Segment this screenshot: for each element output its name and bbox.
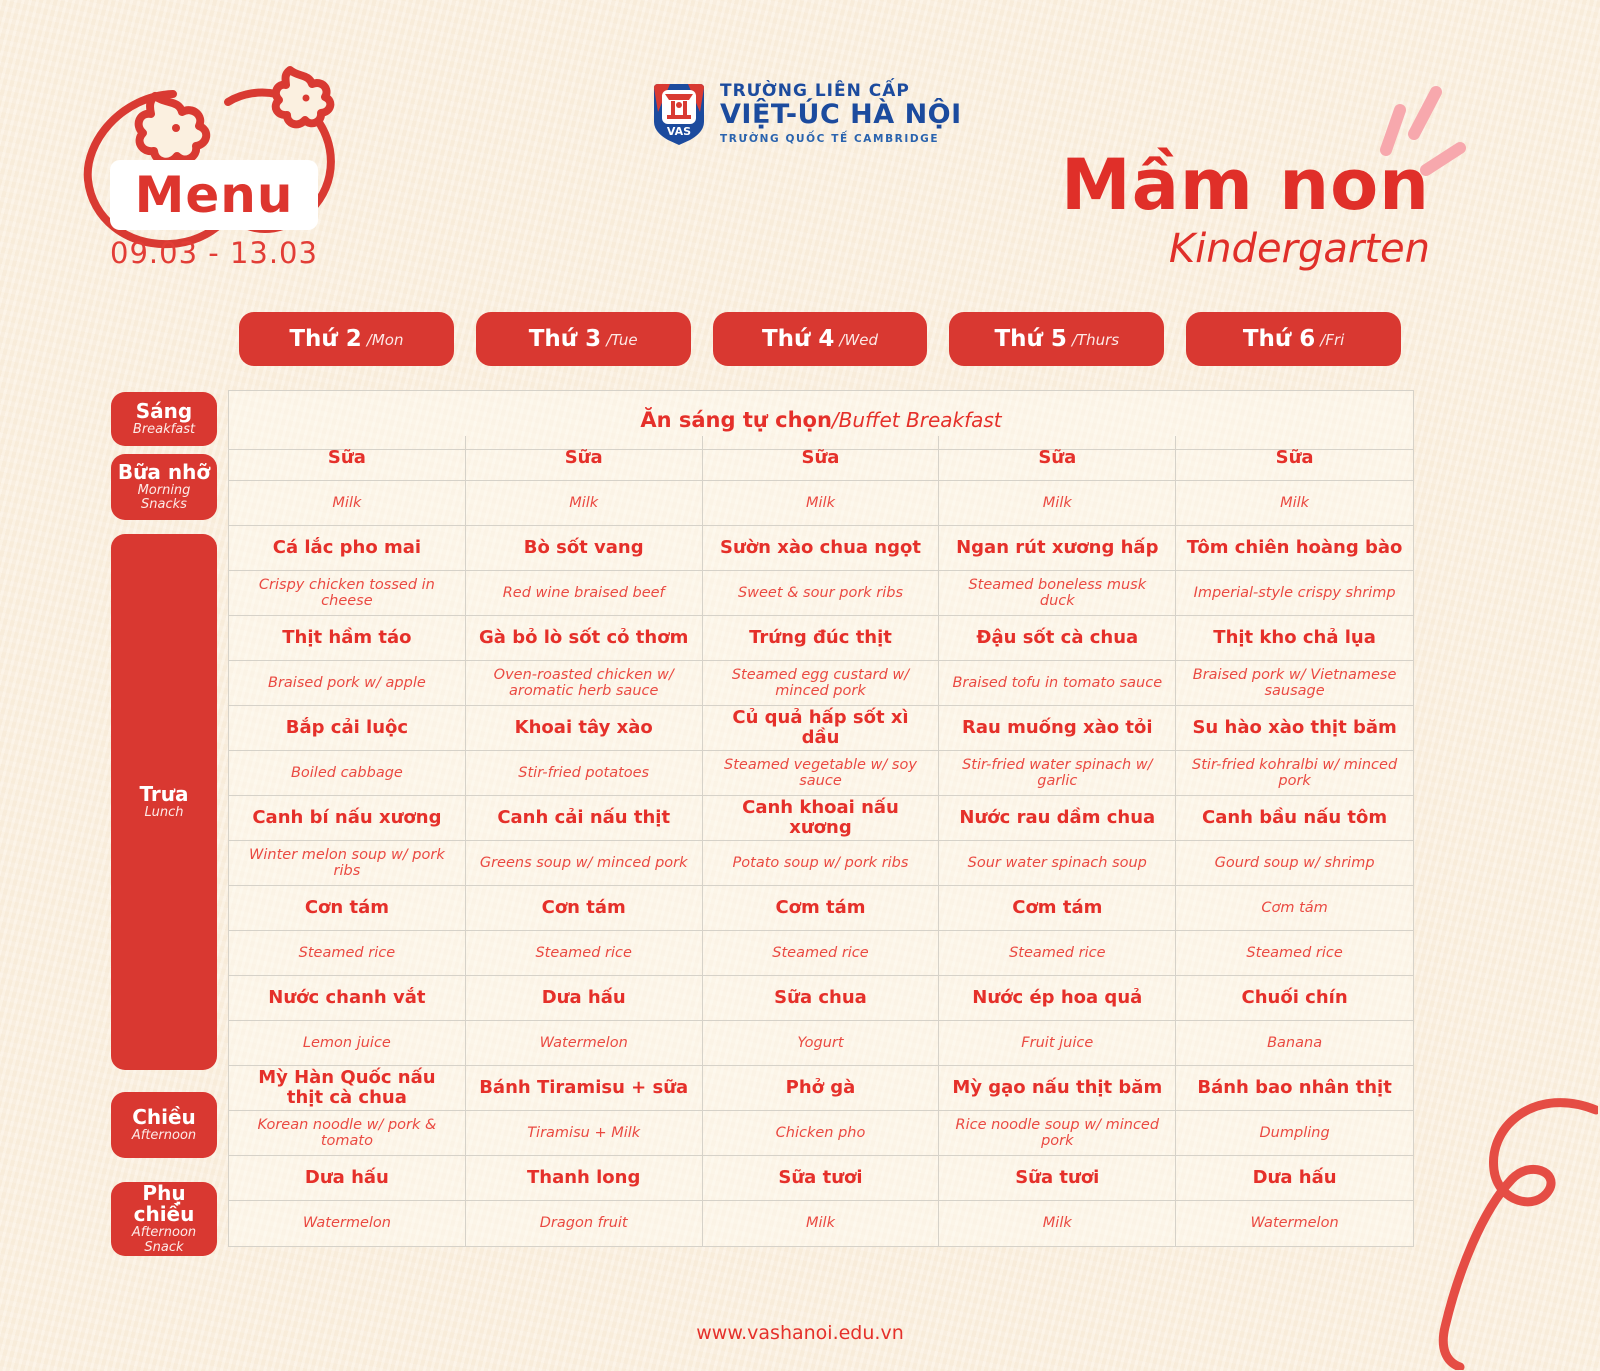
program-title-vn: Mầm non xyxy=(1061,144,1430,226)
menu-cell: Sữa xyxy=(1176,436,1413,481)
menu-cell: Tôm chiên hoàng bào xyxy=(1176,526,1413,571)
footer-url-link[interactable]: www.vashanoi.edu.vn xyxy=(696,1322,904,1344)
menu-cell: Nước ép hoa quả xyxy=(939,976,1176,1021)
menu-cell: Cơn tám xyxy=(466,886,703,931)
program-title-en: Kindergarten xyxy=(1168,226,1430,272)
menu-cell: Steamed egg custard w/ minced pork xyxy=(703,661,940,706)
menu-cell: Stir-fried water spinach w/ garlic xyxy=(939,751,1176,796)
menu-cell: Rice noodle soup w/ minced pork xyxy=(939,1111,1176,1156)
day-label-en: /Mon xyxy=(366,331,404,349)
menu-cell: Canh bí nấu xương xyxy=(229,796,466,841)
svg-text:VAS: VAS xyxy=(666,125,692,138)
menu-cell: Red wine braised beef xyxy=(466,571,703,616)
meal-label-en: Morning Snacks xyxy=(137,482,191,512)
meal-label-en: Breakfast xyxy=(132,421,196,437)
meal-label-vn: Bữa nhỡ xyxy=(117,459,211,484)
menu-cell: Milk xyxy=(939,1201,1176,1246)
menu-cell: Imperial-style crispy shrimp xyxy=(1176,571,1413,616)
menu-cell: Trứng đúc thịt xyxy=(703,616,940,661)
menu-cell: Steamed rice xyxy=(703,931,940,976)
menu-cell: Canh cải nấu thịt xyxy=(466,796,703,841)
menu-cell: Steamed rice xyxy=(466,931,703,976)
menu-cell: Thịt kho chả lụa xyxy=(1176,616,1413,661)
meal-label-en: Lunch xyxy=(144,804,184,820)
day-label-vn: Thứ 6 xyxy=(1242,326,1316,352)
menu-cell: Braised pork w/ apple xyxy=(229,661,466,706)
menu-cell: Sữa xyxy=(229,436,466,481)
menu-cell: Dragon fruit xyxy=(466,1201,703,1246)
menu-cell: Sweet & sour pork ribs xyxy=(703,571,940,616)
school-logo xyxy=(650,82,962,146)
menu-cell: Stir-fried potatoes xyxy=(466,751,703,796)
menu-cell: Winter melon soup w/ pork ribs xyxy=(229,841,466,886)
day-label-vn: Thứ 2 xyxy=(289,326,362,352)
meal-label-lunch xyxy=(111,534,217,1070)
meal-label-vn: Chiều xyxy=(132,1104,196,1129)
menu-cell: Potato soup w/ pork ribs xyxy=(703,841,940,886)
menu-cell: Mỳ gạo nấu thịt băm xyxy=(939,1066,1176,1111)
menu-cell: Steamed vegetable w/ soy sauce xyxy=(703,751,940,796)
menu-cell: Đậu sốt cà chua xyxy=(939,616,1176,661)
menu-title-box xyxy=(110,160,318,230)
meal-label-vn: Sáng xyxy=(135,398,193,423)
menu-cell: Cơn tám xyxy=(229,886,466,931)
menu-cell: Chicken pho xyxy=(703,1111,940,1156)
menu-title: Menu xyxy=(134,166,294,224)
menu-cell: Sữa tươi xyxy=(939,1156,1176,1201)
menu-cell: Sữa xyxy=(939,436,1176,481)
day-header-thu xyxy=(949,312,1164,366)
menu-cell: Gà bỏ lò sốt cỏ thơm xyxy=(466,616,703,661)
menu-cell: Crispy chicken tossed in cheese xyxy=(229,571,466,616)
menu-cell: Sữa tươi xyxy=(703,1156,940,1201)
menu-cell: Thanh long xyxy=(466,1156,703,1201)
meal-label-en: Afternoon xyxy=(131,1127,197,1143)
menu-cell: Phở gà xyxy=(703,1066,940,1111)
menu-cell: Steamed rice xyxy=(229,931,466,976)
menu-cell: Milk xyxy=(703,481,940,526)
day-header-wed xyxy=(713,312,928,366)
menu-cell: Steamed boneless musk duck xyxy=(939,571,1176,616)
menu-date-range: 09.03 - 13.03 xyxy=(110,236,318,270)
menu-cell: Thịt hầm táo xyxy=(229,616,466,661)
menu-cell: Cá lắc pho mai xyxy=(229,526,466,571)
menu-cell: Rau muống xào tỏi xyxy=(939,706,1176,751)
logo-line3: TRƯỜNG QUỐC TẾ CAMBRIDGE xyxy=(720,132,940,145)
menu-cell: Watermelon xyxy=(466,1021,703,1066)
menu-cell: Sữa chua xyxy=(703,976,940,1021)
menu-cell: Watermelon xyxy=(229,1201,466,1246)
menu-cell: Milk xyxy=(466,481,703,526)
menu-cell: Dưa hấu xyxy=(1176,1156,1413,1201)
menu-cell: Bắp cải luộc xyxy=(229,706,466,751)
meal-label-vn: Trưa xyxy=(139,781,189,806)
menu-cell: Su hào xào thịt băm xyxy=(1176,706,1413,751)
menu-cell: Greens soup w/ minced pork xyxy=(466,841,703,886)
meal-label-afternoon-snack xyxy=(111,1182,217,1256)
menu-cell: Tiramisu + Milk xyxy=(466,1111,703,1156)
menu-cell: Cơm tám xyxy=(939,886,1176,931)
menu-cell: Bò sốt vang xyxy=(466,526,703,571)
menu-cell: Boiled cabbage xyxy=(229,751,466,796)
day-header-tue xyxy=(476,312,691,366)
menu-cell: Milk xyxy=(939,481,1176,526)
menu-cell: Dưa hấu xyxy=(466,976,703,1021)
day-header-row xyxy=(228,312,1412,366)
menu-cell: Canh bầu nấu tôm xyxy=(1176,796,1413,841)
menu-cell: Cơm tám xyxy=(1176,886,1413,931)
menu-cell: Watermelon xyxy=(1250,1215,1339,1232)
menu-cell: Milk xyxy=(703,1201,940,1246)
menu-cell: Braised tofu in tomato sauce xyxy=(939,661,1176,706)
menu-cell: Banana xyxy=(1176,1021,1413,1066)
meal-label-en: Afternoon Snack xyxy=(131,1225,197,1255)
menu-cell: Cơm tám xyxy=(703,886,940,931)
menu-cell: Củ quả hấp sốt xì dầu xyxy=(703,706,940,751)
menu-cell: Bánh Tiramisu + sữa xyxy=(466,1066,703,1111)
menu-cell: Braised pork w/ Vietnamese sausage xyxy=(1176,661,1413,706)
meal-label-vn: Phụ chiều xyxy=(133,1181,195,1227)
menu-cell: Milk xyxy=(229,481,466,526)
menu-cell: Steamed rice xyxy=(939,931,1176,976)
day-label-en: /Wed xyxy=(839,331,879,349)
menu-cell: Fruit juice xyxy=(939,1021,1176,1066)
day-label-en: /Tue xyxy=(606,331,638,349)
menu-table xyxy=(228,390,1414,1247)
logo-line1: TRƯỜNG LIÊN CẤP xyxy=(720,81,910,102)
logo-shield-icon xyxy=(650,82,708,146)
day-label-en: /Fri xyxy=(1320,331,1345,349)
meal-label-afternoon xyxy=(111,1092,217,1158)
menu-cell: Sữa xyxy=(466,436,703,481)
menu-cell: Mỳ Hàn Quốc nấu thịt cà chua xyxy=(229,1066,466,1111)
day-label-en: /Thurs xyxy=(1071,331,1120,349)
meal-label-breakfast xyxy=(111,392,217,446)
menu-cell: Nước rau dầm chua xyxy=(939,796,1176,841)
logo-line2: VIỆT-ÚC HÀ NỘI xyxy=(720,99,962,131)
menu-cell: Bánh bao nhân thịt xyxy=(1176,1066,1413,1111)
breakfast-banner-en: /Buffet Breakfast xyxy=(831,408,1002,432)
day-label-vn: Thứ 4 xyxy=(761,326,835,352)
menu-cell: Dumpling xyxy=(1176,1111,1413,1156)
menu-cell: Sườn xào chua ngọt xyxy=(703,526,940,571)
meal-label-morning-snacks xyxy=(111,454,217,520)
menu-cell: Milk xyxy=(1176,481,1413,526)
menu-cell: Oven-roasted chicken w/ aromatic herb sauce xyxy=(466,661,703,706)
menu-cell: Gourd soup w/ shrimp xyxy=(1176,841,1413,886)
sparkle-icon xyxy=(1368,78,1468,188)
menu-cell: Dưa hấu xyxy=(229,1156,466,1201)
menu-cell: Ngan rút xương hấp xyxy=(939,526,1176,571)
day-label-vn: Thứ 3 xyxy=(528,326,602,352)
menu-cell: Khoai tây xào xyxy=(466,706,703,751)
menu-cell: Yogurt xyxy=(703,1021,940,1066)
menu-cell: Lemon juice xyxy=(229,1021,466,1066)
menu-cell: Sữa xyxy=(703,436,940,481)
breakfast-banner-vn: Ăn sáng tự chọn xyxy=(640,408,832,432)
menu-cell: Chuối chín xyxy=(1176,976,1413,1021)
menu-cell: Korean noodle w/ pork & tomato xyxy=(229,1111,466,1156)
menu-cell: Steamed rice xyxy=(1176,931,1413,976)
menu-cell: Stir-fried kohralbi w/ minced pork xyxy=(1176,751,1413,796)
day-header-mon xyxy=(239,312,454,366)
day-header-fri xyxy=(1186,312,1401,366)
day-label-vn: Thứ 5 xyxy=(994,326,1067,352)
menu-cell: Sour water spinach soup xyxy=(939,841,1176,886)
menu-cell: Canh khoai nấu xương xyxy=(703,796,940,841)
menu-cell: Nước chanh vắt xyxy=(229,976,466,1021)
